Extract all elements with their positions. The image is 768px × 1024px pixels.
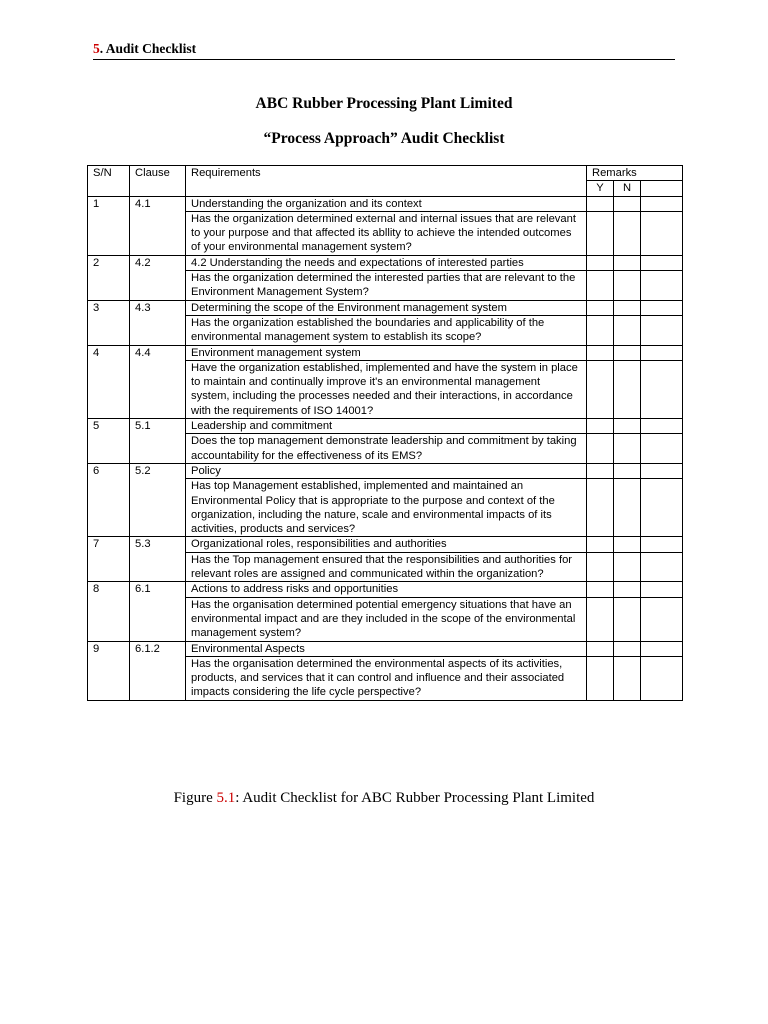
remark-yes-cell: [587, 537, 614, 552]
remark-no-cell: [614, 479, 641, 537]
checklist-heading-row: [88, 463, 683, 478]
table-header-row: [88, 166, 683, 181]
remark-comment-cell: [641, 360, 683, 418]
remark-no-cell: [614, 552, 641, 582]
column-header-requirements: Requirements: [186, 166, 587, 197]
checklist-heading-row: [88, 582, 683, 597]
clause-cell: 4.2: [130, 255, 186, 300]
sn-cell: 5: [88, 419, 130, 464]
org-title: ABC Rubber Processing Plant Limited: [255, 95, 513, 112]
remark-comment-cell: [641, 479, 683, 537]
caption-number: 5.1: [216, 790, 236, 806]
remark-yes-cell: [587, 582, 614, 597]
remark-comment-cell: [641, 345, 683, 360]
remark-no-cell: [614, 211, 641, 255]
sn-cell: 7: [88, 537, 130, 582]
remark-no-cell: [614, 434, 641, 464]
remark-comment-cell: [641, 641, 683, 656]
remark-comment-cell: [641, 271, 683, 301]
remark-comment-cell: [641, 656, 683, 700]
requirement-heading-cell: Determining the scope of the Environment management system: [186, 300, 587, 315]
remark-comment-cell: [641, 419, 683, 434]
remark-yes-cell: [587, 255, 614, 270]
checklist-heading-row: [88, 255, 683, 270]
requirement-question-cell: Has the organization determined the interested parties that are relevant to the Environment Management System?: [186, 271, 587, 301]
remark-yes-cell: [587, 434, 614, 464]
clause-cell: 4.3: [130, 300, 186, 345]
sn-cell: 9: [88, 641, 130, 700]
remark-comment-cell: [641, 255, 683, 270]
remark-yes-cell: [587, 419, 614, 434]
clause-cell: 6.1.2: [130, 641, 186, 700]
column-header-remarks-text: [641, 181, 683, 196]
remark-yes-cell: [587, 360, 614, 418]
requirement-heading-cell: Organizational roles, responsibilities and authorities: [186, 537, 587, 552]
remark-yes-cell: [587, 211, 614, 255]
remark-no-cell: [614, 656, 641, 700]
requirement-heading-cell: Understanding the organization and its context: [186, 196, 587, 211]
remark-yes-cell: [587, 345, 614, 360]
requirement-question-cell: Has the Top management ensured that the responsibilities and authorities for relevant roles are assigned and communicated within the organization?: [186, 552, 587, 582]
requirement-heading-cell: Policy: [186, 463, 587, 478]
remark-comment-cell: [641, 196, 683, 211]
checklist-heading-row: [88, 196, 683, 211]
remark-no-cell: [614, 463, 641, 478]
remark-no-cell: [614, 537, 641, 552]
requirement-question-cell: Does the top management demonstrate leadership and commitment by taking accountability for the effectiveness of its EMS?: [186, 434, 587, 464]
column-header-yes: Y: [587, 181, 614, 196]
remark-yes-cell: [587, 196, 614, 211]
column-header-sn: S/N: [88, 166, 130, 197]
remark-yes-cell: [587, 479, 614, 537]
remark-comment-cell: [641, 537, 683, 552]
remark-no-cell: [614, 271, 641, 301]
remark-yes-cell: [587, 463, 614, 478]
remark-no-cell: [614, 582, 641, 597]
sn-cell: 1: [88, 196, 130, 255]
clause-cell: 4.1: [130, 196, 186, 255]
caption-prefix: Figure: [173, 790, 217, 806]
remark-comment-cell: [641, 552, 683, 582]
remark-comment-cell: [641, 211, 683, 255]
checklist-title: “Process Approach” Audit Checklist: [263, 130, 505, 147]
remark-yes-cell: [587, 552, 614, 582]
sn-cell: 2: [88, 255, 130, 300]
requirement-heading-cell: 4.2 Understanding the needs and expectations of interested parties: [186, 255, 587, 270]
requirement-heading-cell: Environment management system: [186, 345, 587, 360]
checklist-heading-row: [88, 641, 683, 656]
clause-cell: 5.2: [130, 463, 186, 536]
sn-cell: 6: [88, 463, 130, 536]
requirement-heading-cell: Actions to address risks and opportunities: [186, 582, 587, 597]
clause-cell: 5.1: [130, 419, 186, 464]
section-header: [93, 41, 675, 60]
remark-no-cell: [614, 196, 641, 211]
clause-cell: 5.3: [130, 537, 186, 582]
audit-checklist-table: [87, 165, 683, 701]
clause-cell: 4.4: [130, 345, 186, 418]
checklist-heading-row: [88, 537, 683, 552]
section-title: . Audit Checklist: [99, 41, 197, 56]
remark-no-cell: [614, 641, 641, 656]
column-header-clause: Clause: [130, 166, 186, 197]
remark-yes-cell: [587, 656, 614, 700]
figure-caption: [0, 790, 768, 807]
caption-text: : Audit Checklist for ABC Rubber Processing Plant Limited: [235, 790, 595, 806]
requirement-heading-cell: Environmental Aspects: [186, 641, 587, 656]
remark-comment-cell: [641, 315, 683, 345]
remark-no-cell: [614, 360, 641, 418]
sn-cell: 8: [88, 582, 130, 641]
checklist-heading-row: [88, 419, 683, 434]
requirement-question-cell: Has the organization determined external and internal issues that are relevant to your purpose and that affected its abllity to achieve the intended outcomes of your environmental management system?: [186, 211, 587, 255]
remark-yes-cell: [587, 597, 614, 641]
remark-comment-cell: [641, 582, 683, 597]
remark-yes-cell: [587, 315, 614, 345]
remark-no-cell: [614, 597, 641, 641]
remark-comment-cell: [641, 597, 683, 641]
sn-cell: 4: [88, 345, 130, 418]
remark-no-cell: [614, 300, 641, 315]
remark-no-cell: [614, 255, 641, 270]
sn-cell: 3: [88, 300, 130, 345]
requirement-question-cell: Has the organisation determined the environmental aspects of its activities, products, and services that it can control and influence and their associated impacts considering the life cycle perspective?: [186, 656, 587, 700]
column-header-remarks: Remarks: [587, 166, 683, 181]
requirement-question-cell: Has the organization established the boundaries and applicability of the environmental management system to establish its scope?: [186, 315, 587, 345]
requirement-question-cell: Have the organization established, implemented and have the system in place to maintain and continually improve it's an environmental management system, including the processes needed and their interactions, in accordance with the requirements of ISO 14001?: [186, 360, 587, 418]
requirement-heading-cell: Leadership and commitment: [186, 419, 587, 434]
checklist-heading-row: [88, 345, 683, 360]
remark-yes-cell: [587, 271, 614, 301]
requirement-question-cell: Has the organisation determined potential emergency situations that have an environmental impact and are they included in the scope of the environmental management system?: [186, 597, 587, 641]
remark-no-cell: [614, 345, 641, 360]
section-number: 5: [93, 41, 100, 56]
checklist-heading-row: [88, 300, 683, 315]
remark-yes-cell: [587, 641, 614, 656]
requirement-question-cell: Has top Management established, implemented and maintained an Environmental Policy that is appropriate to the purpose and context of the organization, including the nature, scale and environmental impacts of its activities, products and services?: [186, 479, 587, 537]
remark-no-cell: [614, 419, 641, 434]
clause-cell: 6.1: [130, 582, 186, 641]
remark-comment-cell: [641, 434, 683, 464]
remark-yes-cell: [587, 300, 614, 315]
remark-comment-cell: [641, 300, 683, 315]
remark-no-cell: [614, 315, 641, 345]
remark-comment-cell: [641, 463, 683, 478]
column-header-no: N: [614, 181, 641, 196]
